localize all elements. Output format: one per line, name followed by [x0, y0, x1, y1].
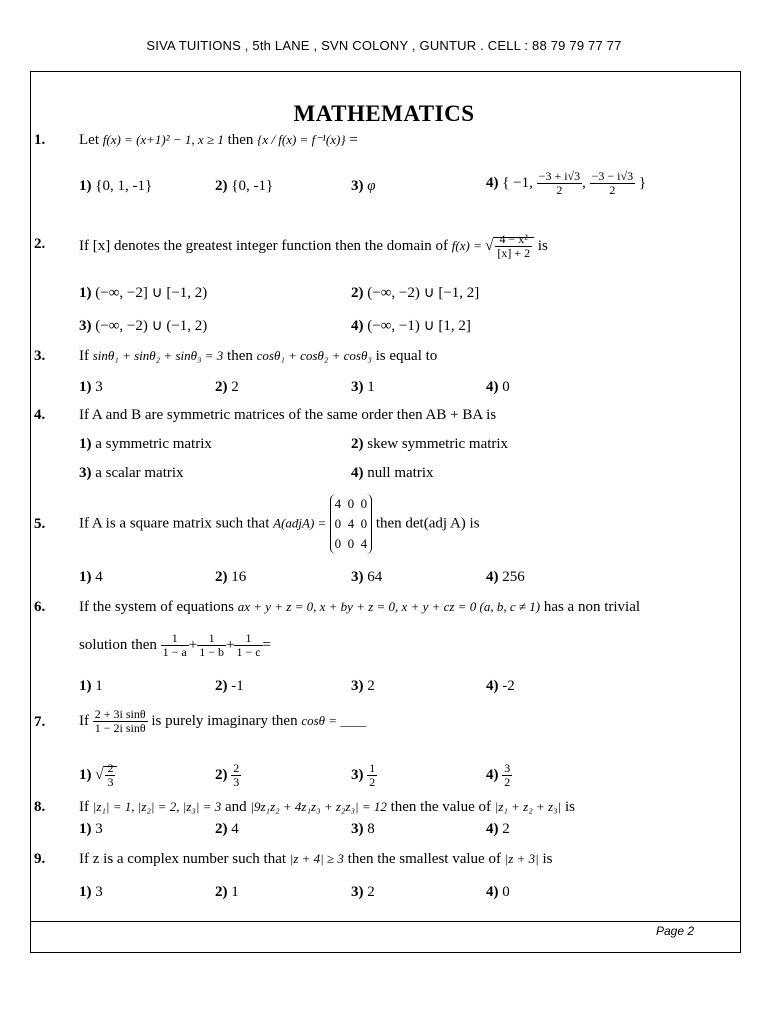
option-2[interactable]: 2) (−∞, −2) ∪ [−1, 2] [351, 285, 480, 301]
option-1[interactable]: 1) 3 [79, 379, 103, 395]
option-2[interactable]: 2) -1 [215, 678, 244, 694]
question-text: If A is a square matrix such that A(adjA) = 4 0 0 0 4 0 0 0 4 then det(adj A) is [79, 494, 480, 554]
option-2[interactable]: 2) 16 [215, 569, 247, 585]
question-text: If [x] denotes the greatest integer function then the domain of f(x) = √ $\frac{\text{4 − x²}}{[x] + 2}$ is [79, 232, 548, 260]
option-4[interactable]: 4) 0 [486, 379, 510, 395]
option-2[interactable]: 2) 4 [215, 821, 239, 837]
fraction: $\frac{1}{1 - c}$ [236, 631, 261, 659]
fraction: $\frac{1}{1 - b}$ [199, 631, 225, 659]
option-2[interactable]: 2) 2 [215, 379, 239, 395]
option-3[interactable]: 3) 2 [351, 678, 375, 694]
question-number: 8. [34, 799, 46, 815]
question-number: 1. [34, 132, 46, 148]
option-3[interactable]: 3) 64 [351, 569, 383, 585]
option-2[interactable]: 2) 1 [215, 884, 239, 900]
option-4[interactable]: 4) 0 [486, 884, 510, 900]
option-3[interactable]: 3) $\frac{1}{2}$ [351, 761, 376, 789]
option-1[interactable]: 1) {0, 1, -1} [79, 178, 153, 194]
page-number: Page 2 [656, 924, 695, 938]
option-4[interactable]: 4) 256 [486, 569, 525, 585]
question-number: 2. [34, 236, 46, 252]
question-number: 7. [34, 714, 46, 730]
question-number: 4. [34, 407, 46, 423]
option-1[interactable]: 1) 3 [79, 884, 103, 900]
question-text: If |z₁| = 1, |z₂| = 2, |z₃| = 3 and |9z₁z₂ + 4z₁z₃ + z₂z₃| = 12 then the value of |z₁ + z₂ + z₃| is [79, 799, 575, 815]
fraction: $\frac{\text{2 + 3i sinθ}}{\text{1 − 2i sinθ}}$ [94, 707, 146, 735]
option-3[interactable]: 3) (−∞, −2) ∪ (−1, 2) [79, 318, 208, 334]
question-number: 3. [34, 348, 46, 364]
option-4[interactable]: 4) $\frac{3}{2}$ [486, 761, 511, 789]
option-1[interactable]: 1) √ $\frac{2}{3}$ [79, 762, 117, 789]
footer-divider [30, 921, 741, 922]
option-3[interactable]: 3) 2 [351, 884, 375, 900]
option-1[interactable]: 1) 4 [79, 569, 103, 585]
option-1[interactable]: 1) a symmetric matrix [79, 436, 212, 452]
option-2[interactable]: 2) $\frac{2}{3}$ [215, 761, 240, 789]
question-text: If A and B are symmetric matrices of the same order then AB + BA is [79, 407, 497, 423]
question-number: 6. [34, 599, 46, 615]
option-4[interactable]: 4) { −1, $\frac{-3 + i√3}{2}$ , $\frac{-3 - i√3}{2}$ } [486, 169, 647, 197]
option-4[interactable]: 4) -2 [486, 678, 515, 694]
option-3[interactable]: 3) a scalar matrix [79, 465, 184, 481]
page-header: SIVA TUITIONS , 5th LANE , SVN COLONY , GUNTUR . CELL : 88 79 79 77 77 [146, 38, 622, 53]
option-2[interactable]: 2) skew symmetric matrix [351, 436, 509, 452]
question-number: 5. [34, 516, 46, 532]
question-text: If the system of equations ax + y + z = 0, x + by + z = 0, x + y + cz = 0 (a, b, c ≠ 1) has a non trivial [79, 599, 641, 615]
question-number: 9. [34, 851, 46, 867]
question-text: If z is a complex number such that |z + 4| ≥ 3 then the smallest value of |z + 3| is [79, 851, 553, 867]
option-1[interactable]: 1) 3 [79, 821, 103, 837]
option-1[interactable]: 1) (−∞, −2] ∪ [−1, 2) [79, 285, 208, 301]
question-text: If sinθ₁ + sinθ₂ + sinθ₃ = 3 then cosθ₁ + cosθ₂ + cosθ₃ is equal to [79, 348, 438, 364]
option-3[interactable]: 3) 1 [351, 379, 375, 395]
matrix: 4 0 0 0 4 0 0 0 4 [330, 494, 373, 554]
option-4[interactable]: 4) 2 [486, 821, 510, 837]
option-4[interactable]: 4) null matrix [351, 465, 434, 481]
question-text: Let f(x) = (x+1)² − 1, x ≥ 1 then {x / f(x) = f⁻¹(x)} = [79, 132, 358, 148]
option-3[interactable]: 3) φ [351, 178, 376, 194]
option-3[interactable]: 3) 8 [351, 821, 375, 837]
question-text: If $\frac{\text{2 + 3i sinθ}}{\text{1 − 2i sinθ}}$ is purely imaginary then cosθ = ____ [79, 707, 367, 735]
page-title: MATHEMATICS [293, 101, 475, 126]
option-4[interactable]: 4) (−∞, −1) ∪ [1, 2] [351, 318, 471, 334]
option-2[interactable]: 2) {0, -1} [215, 178, 274, 194]
fraction: $\frac{1}{1 - a}$ [162, 631, 187, 659]
option-1[interactable]: 1) 1 [79, 678, 103, 694]
